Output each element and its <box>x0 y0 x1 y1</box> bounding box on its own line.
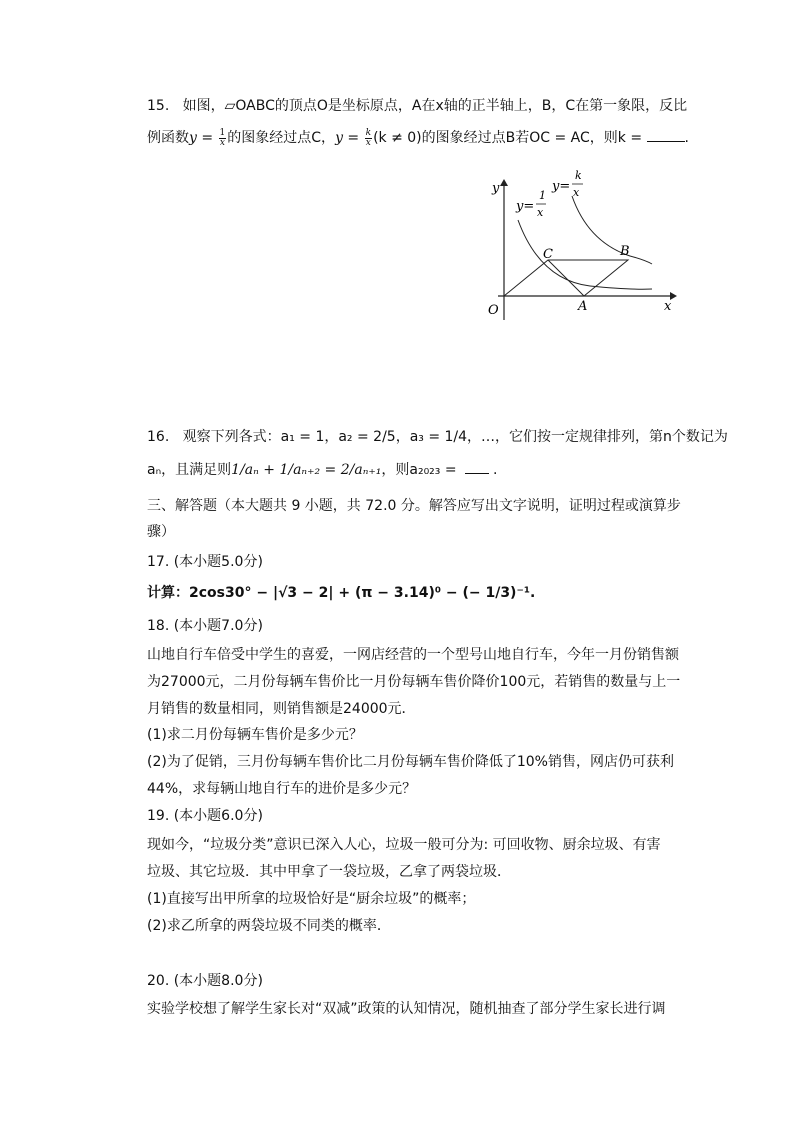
q18-part2-line2: 44%，求每辆山地自行车的进价是多少元？ <box>147 781 417 797</box>
q16-text-a: aₙ，且满足则 <box>147 462 232 478</box>
q15-fn2: y = <box>335 130 364 146</box>
q19-part1: (1)直接写出甲所拿的垃圾恰好是“厨余垃圾”的概率； <box>147 891 476 907</box>
q16-line2 <box>147 460 498 480</box>
q18-header: 18. (本小题7.0分) <box>147 618 263 634</box>
section3-line2: 骤） <box>147 524 175 540</box>
q15-text-c: (k ≠ 0)的图象经过点B若OC = AC，则k = <box>373 130 647 146</box>
q17-body: 计算：2cos30° − |√3 − 2| + (π − 3.14)⁰ − (− 1/3)⁻¹. <box>147 585 536 601</box>
q19-line1: 现如今，“垃圾分类”意识已深入人心，垃圾一般可分为: 可回收物、厨余垃圾、有害 <box>147 837 661 853</box>
q16-number: 16. <box>147 429 170 445</box>
q15-number: 15. <box>147 98 170 114</box>
q19-part2: (2)求乙所拿的两袋垃圾不同类的概率． <box>147 918 391 934</box>
q16-equation: 1/aₙ + 1/aₙ₊₂ = 2/aₙ₊₁ <box>231 462 382 478</box>
y-axis-arrow <box>500 179 508 186</box>
q18-line3: 月销售的数量相同，则销售额是24000元． <box>147 701 416 717</box>
q19-header: 19. (本小题6.0分) <box>147 808 263 824</box>
q16-text-line1: 观察下列各式：a₁ = 1，a₂ = 2/5，a₃ = 1/4，…，它们按一定规律排列，第n个数记为 <box>182 429 728 445</box>
q15-text-b: 的图象经过点C， <box>227 130 336 146</box>
curve2-eq: y= <box>552 179 571 194</box>
q20-header: 20. (本小题8.0分) <box>147 973 263 989</box>
q16-line1 <box>147 427 728 447</box>
label-origin: O <box>488 303 499 318</box>
curve1-num: 1 <box>539 189 546 202</box>
q18-line1: 山地自行车倍受中学生的喜爱，一网店经营的一个型号山地自行车，今年一月份销售额 <box>147 647 679 663</box>
curve1-eq: y= <box>516 199 535 214</box>
section3-line1: 三、解答题（本大题共 9 小题，共 72.0 分。解答应写出文字说明，证明过程或演算步 <box>147 498 681 514</box>
q15-figure <box>480 168 680 328</box>
label-point-c: C <box>543 247 553 262</box>
q16-text-b: ，则a₂₀₂₃ = <box>381 462 462 478</box>
q15-text-a: 例函数 <box>147 130 189 146</box>
q18-part1: (1)求二月份每辆车售价是多少元？ <box>147 727 363 743</box>
q15-line2 <box>147 128 689 148</box>
segment-ca <box>548 260 584 296</box>
q16-answer-blank[interactable] <box>465 461 489 474</box>
q15-end: . <box>684 130 689 146</box>
label-point-b: B <box>620 244 630 259</box>
q15-fn1: y = <box>189 130 218 146</box>
curve-k-over-x <box>572 196 652 264</box>
q19-line2: 垃圾、其它垃圾．其中甲拿了一袋垃圾，乙拿了两袋垃圾． <box>147 864 511 880</box>
q15-line1 <box>147 96 687 116</box>
q15-answer-blank[interactable] <box>647 129 685 142</box>
q20-line1: 实验学校想了解学生家长对“双减”政策的认知情况，随机抽查了部分学生家长进行调 <box>147 1001 666 1017</box>
curve1-den: x <box>537 206 544 219</box>
label-point-a: A <box>578 299 588 314</box>
curve-1-over-x <box>518 220 652 289</box>
q16-end: . <box>493 462 498 478</box>
q18-line2: 为27000元，二月份每辆车售价比一月份每辆车售价降价100元，若销售的数量与上一 <box>147 674 681 690</box>
q18-part2-line1: (2)为了促销，三月份每辆车售价比二月份每辆车售价降低了10%销售，网店仍可获利 <box>147 754 674 770</box>
q17-header: 17. (本小题5.0分) <box>147 554 263 570</box>
label-y-axis: y <box>492 181 500 196</box>
curve2-den: x <box>573 186 580 199</box>
q15-frac-k-x: $\frac{k}{x}$ <box>365 127 372 148</box>
curve2-num: k <box>575 169 582 182</box>
label-x-axis: x <box>664 299 672 314</box>
q15-text-line1: 如图，▱OABC的顶点O是坐标原点，A在x轴的正半轴上，B，C在第一象限，反比 <box>182 98 688 114</box>
q15-frac-1-x: $\frac{1}{x}$ <box>219 127 226 148</box>
